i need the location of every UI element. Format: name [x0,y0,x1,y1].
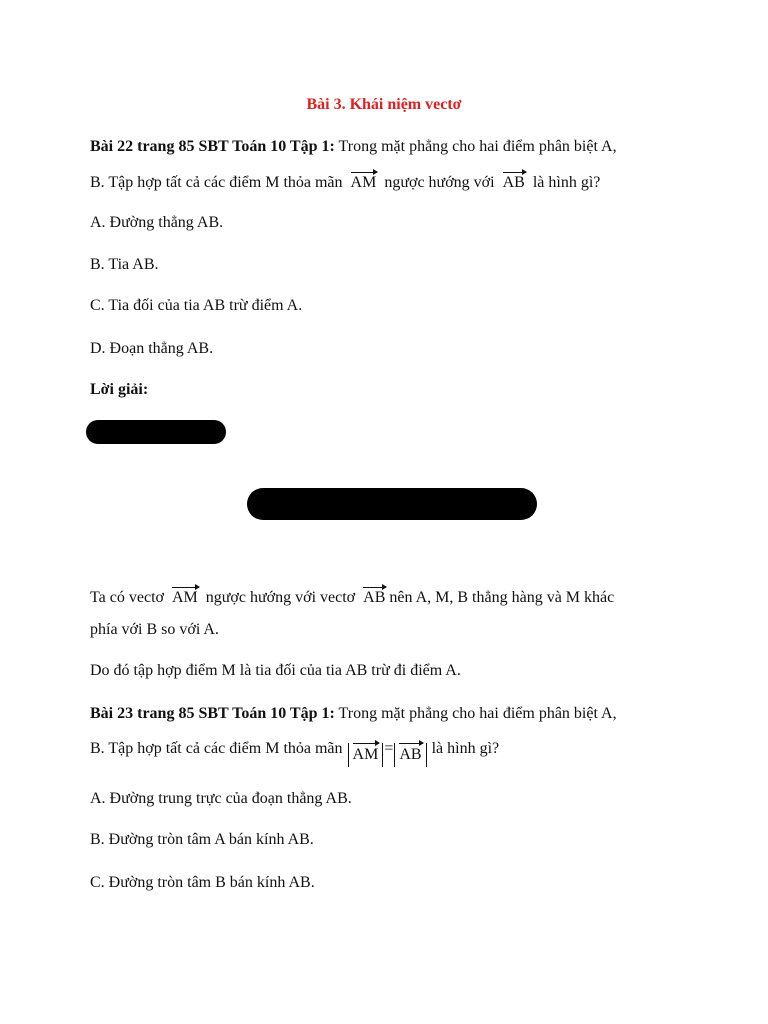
problem-23-option-c: C. Đường tròn tâm B bán kính AB. [90,874,315,891]
vector-ab: AB [398,743,422,767]
problem-23-text-2a: B. Tập hợp tất cả các điểm M thỏa mãn [90,740,343,757]
solution-line-2: phía với B so với A. [90,621,219,638]
problem-23-label: Bài 23 trang 85 SBT Toán 10 Tập 1: [90,705,335,722]
problem-23-text-2c: là hình gì? [431,740,500,757]
equals-sign: = [384,740,394,757]
problem-23-line-2 [90,738,499,767]
vector-am: AM [350,172,378,194]
problem-22-text-2b: ngược hướng với [384,174,495,191]
problem-22-text-2c: là hình gì? [532,174,601,191]
vector-am: AM [352,743,380,767]
vector-am: AM [171,587,199,609]
solution-text-1a: Ta có vectơ [90,589,164,606]
magnitude-am [348,743,384,767]
vector-ab: AB [502,172,526,194]
vector-ab: AB [362,587,386,609]
problem-22-text-2a: B. Tập hợp tất cả các điểm M thỏa mãn [90,174,343,191]
problem-23-text-1: Trong mặt phẳng cho hai điểm phân biệt A, [334,705,617,722]
problem-22-label: Bài 22 trang 85 SBT Toán 10 Tập 1: [90,138,335,155]
problem-22-option-c: C. Tia đối của tia AB trừ điểm A. [90,297,303,314]
solution-text-1b: ngược hướng với vectơ [205,589,356,606]
problem-22-line-1 [90,136,617,158]
redaction-mark [247,488,537,520]
problem-22-option-b: B. Tia AB. [90,256,159,273]
solution-text-1c: nên A, M, B thẳng hàng và M khác [389,589,615,606]
problem-22-line-2 [90,172,600,194]
solution-line-1 [90,587,614,609]
problem-23-option-a: A. Đường trung trực của đoạn thẳng AB. [90,790,352,807]
problem-23-option-b: B. Đường tròn tâm A bán kính AB. [90,831,314,848]
problem-22-option-d: D. Đoạn thẳng AB. [90,340,214,357]
solution-label: Lời giải: [90,381,149,398]
redaction-mark [86,420,226,444]
problem-23-line-1 [90,703,617,725]
solution-line-3: Do đó tập hợp điểm M là tia đối của tia AB trừ đi điểm A. [90,662,461,679]
problem-22-option-a: A. Đường thẳng AB. [90,214,224,231]
problem-22-text-1: Trong mặt phẳng cho hai điểm phân biệt A, [334,138,617,155]
page-title: Bài 3. Khái niệm vectơ [306,96,462,113]
magnitude-ab [394,743,426,767]
